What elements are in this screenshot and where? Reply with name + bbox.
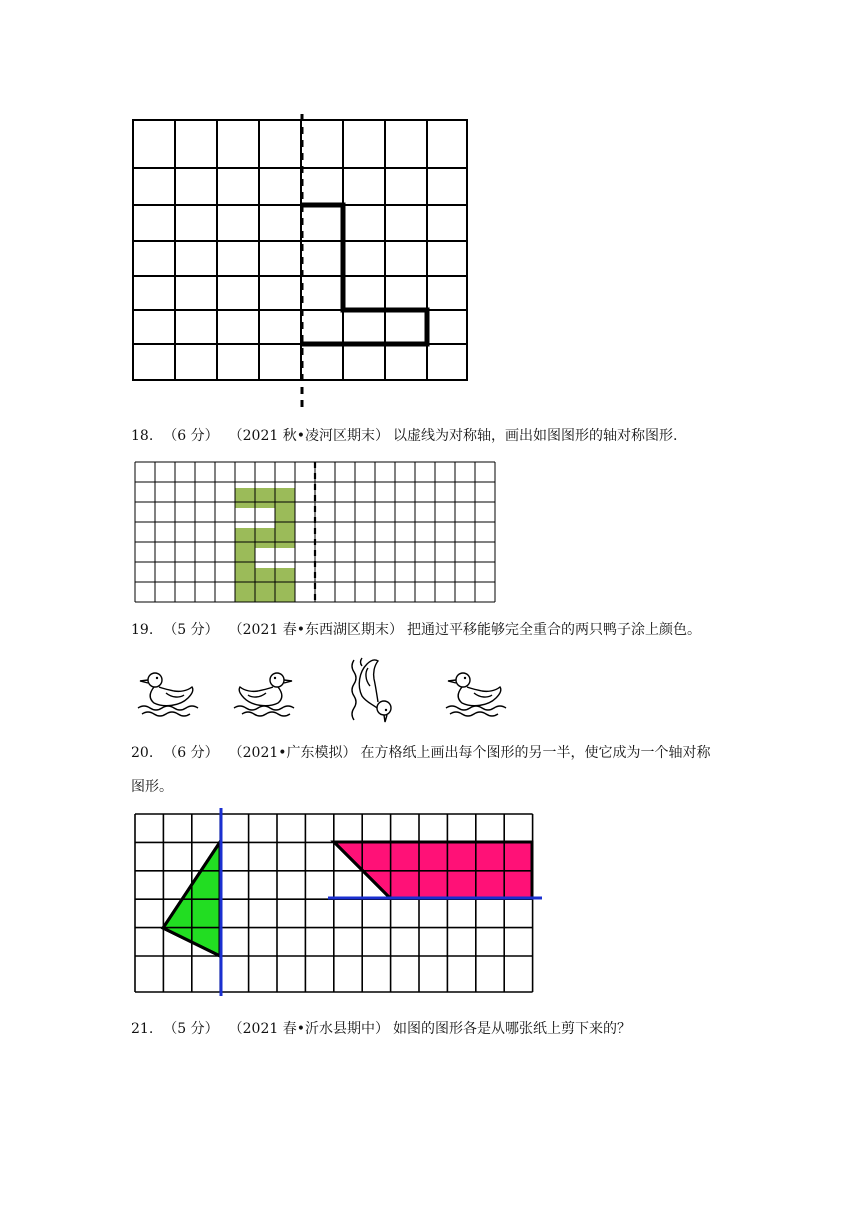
question-21 — [131, 1020, 631, 1038]
question-score: （5 分） — [163, 622, 219, 638]
question-source: （2021 秋•凌河区期末） — [228, 428, 389, 444]
figure-half-shapes-grid — [130, 806, 548, 998]
question-source: （2021 春•沂水县期中） — [228, 1021, 389, 1037]
question-number: 18. — [131, 428, 154, 444]
question-text: 如图的图形各是从哪张纸上剪下来的？ — [392, 1021, 631, 1037]
duck-1-icon — [132, 668, 202, 718]
figure-l-shape-grid — [126, 110, 476, 410]
duck-2-icon — [230, 668, 300, 718]
question-19 — [131, 621, 701, 639]
question-number: 21. — [131, 1021, 154, 1037]
question-20 — [131, 744, 711, 762]
question-number: 20. — [131, 745, 154, 761]
question-score: （6 分） — [163, 745, 219, 761]
question-text: 把通过平移能够完全重合的两只鸭子涂上颜色。 — [406, 622, 701, 638]
question-score: （5 分） — [163, 1021, 219, 1037]
question-source: （2021•广东模拟） — [228, 745, 357, 761]
question-text: 在方格纸上画出每个图形的另一半，使它成为一个轴对称 — [360, 745, 711, 761]
duck-4-icon — [440, 668, 510, 718]
question-score: （6 分） — [163, 428, 219, 444]
question-text-continued: 图形。 — [131, 779, 173, 795]
figure-number-two-grid — [130, 460, 496, 610]
question-18 — [131, 427, 677, 445]
duck-3-rotated-icon — [348, 656, 398, 724]
question-20-continued — [131, 778, 173, 796]
l-shape-path — [302, 205, 427, 344]
question-number: 19. — [131, 622, 154, 638]
green-number-two-shape — [235, 488, 295, 602]
question-source: （2021 春•东西湖区期末） — [228, 622, 403, 638]
question-text: 以虚线为对称轴，画出如图图形的轴对称图形. — [392, 428, 678, 444]
